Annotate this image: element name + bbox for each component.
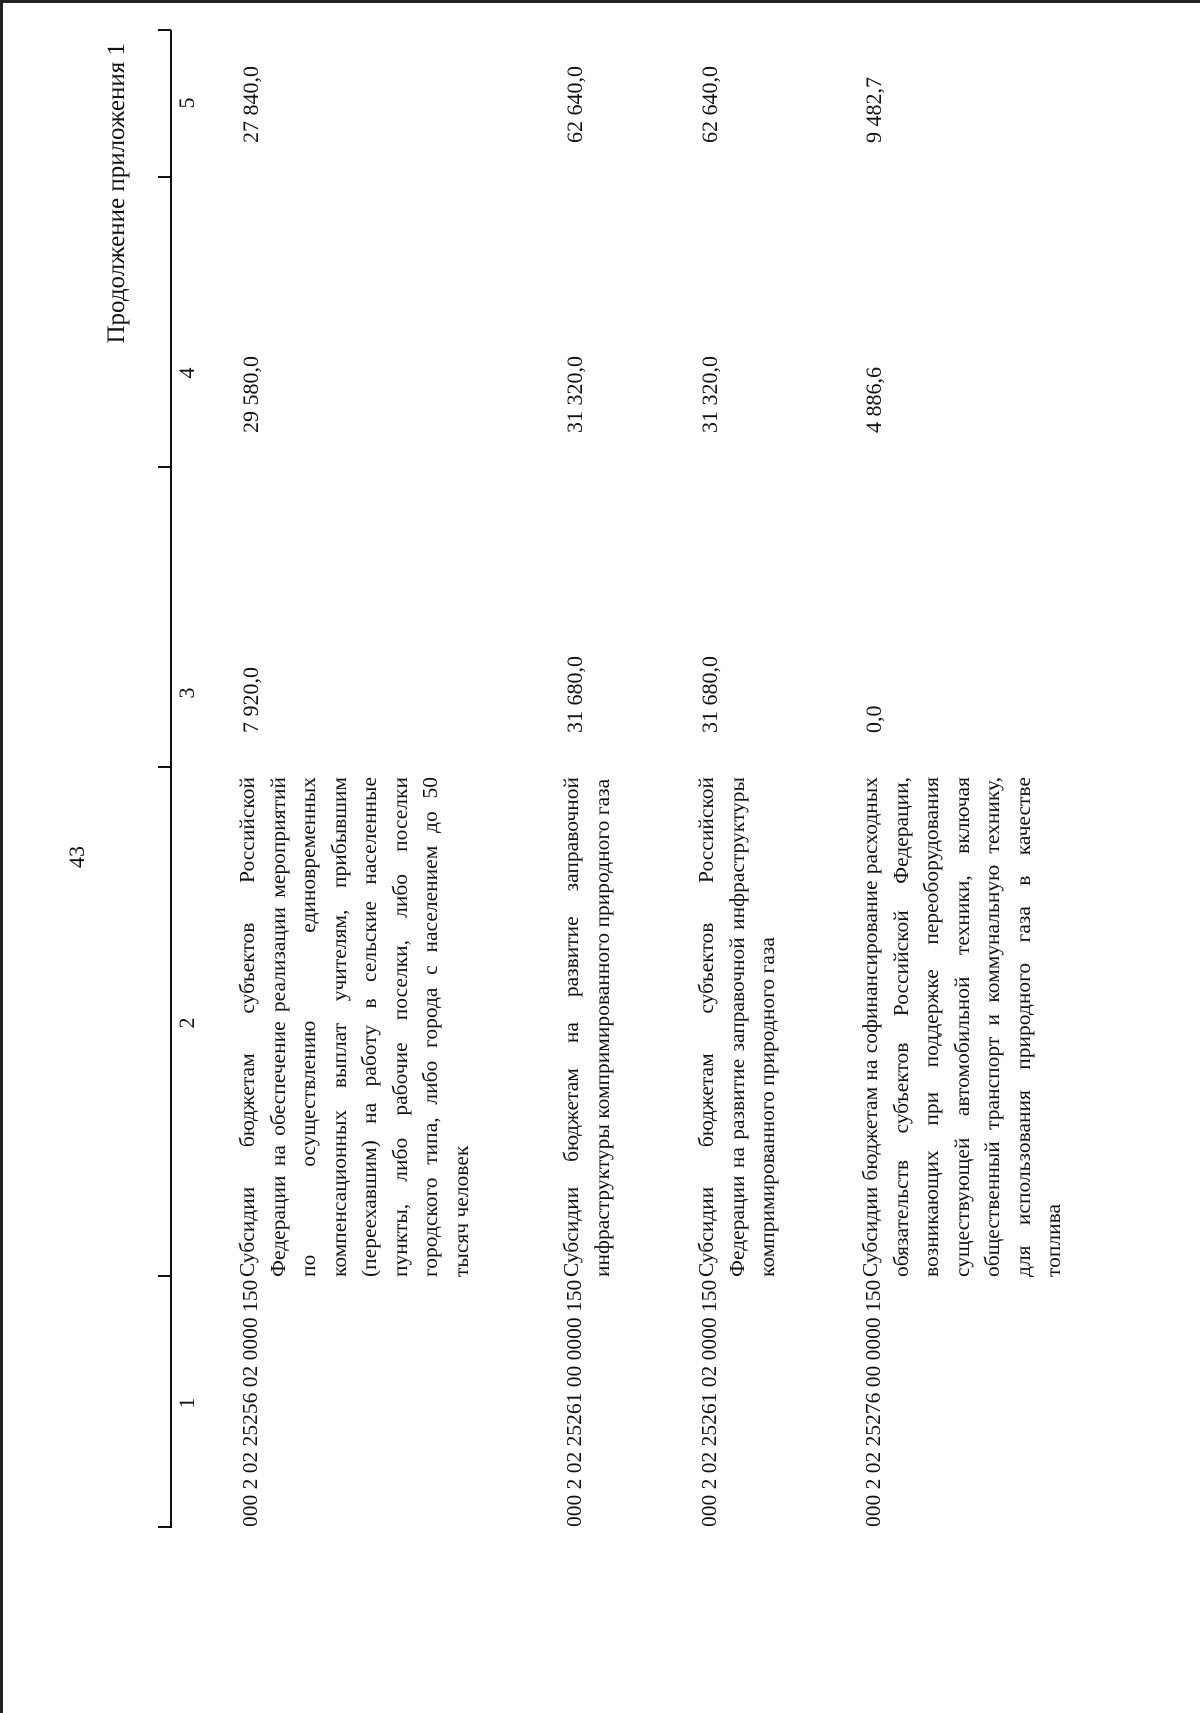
appendix-title: Продолжение приложения 1 (103, 43, 130, 344)
column-header-4: 4 (174, 367, 199, 379)
column-header-3: 3 (174, 687, 199, 699)
value-col-3: 0,0 (861, 705, 886, 733)
value-col-5: 62 640,0 (697, 66, 722, 143)
column-header-5: 5 (174, 97, 199, 109)
budget-code: 000 2 02 25256 02 0000 150 (238, 1279, 262, 1527)
value-col-5: 9 482,7 (861, 77, 886, 143)
header-tick (158, 1275, 171, 1277)
column-header-2: 2 (174, 1017, 199, 1029)
row-description: Субсидии бюджетам на развитие заправочной инфраструктуры компримированного природного газа (559, 777, 614, 1277)
header-tick (158, 766, 171, 768)
value-col-3: 31 680,0 (697, 656, 722, 733)
value-col-4: 31 320,0 (562, 356, 587, 433)
value-col-3: 31 680,0 (562, 656, 587, 733)
value-col-4: 4 886,6 (861, 367, 886, 433)
value-col-4: 29 580,0 (238, 356, 263, 433)
budget-code: 000 2 02 25276 00 0000 150 (861, 1279, 885, 1527)
header-tick (158, 466, 171, 468)
column-header-1: 1 (174, 1397, 199, 1409)
row-description: Субсидии бюджетам на софинансирование расходных обязательств субъектов Российской Федерации, возникающих при поддержке переоборудования существующей автомобильной техники, включая общественный транспорт и коммунальную технику, для использования природного газа в качестве топлива (858, 777, 1065, 1277)
budget-code: 000 2 02 25261 00 0000 150 (562, 1279, 586, 1527)
row-description: Субсидии бюджетам субъектов Российской Федерации на обеспечение реализации мероприятий по осуществлению единовременных компенсационных выплат учителям, прибывшим (переехавшим) на работу в сельские населенные пункты, либо рабочие поселки, либо поселки городского типа, либо города с населением до 50 тысяч человек (235, 777, 473, 1277)
value-col-5: 62 640,0 (562, 66, 587, 143)
value-col-4: 31 320,0 (697, 356, 722, 433)
value-col-3: 7 920,0 (238, 667, 263, 733)
header-tick (158, 1526, 171, 1528)
header-tick (158, 176, 171, 178)
row-description: Субсидии бюджетам субъектов Российской Федерации на развитие заправочной инфраструктуры компримированного природного газа (694, 777, 779, 1277)
budget-code: 000 2 02 25261 02 0000 150 (697, 1279, 721, 1527)
header-rule (170, 30, 172, 1528)
page-number: 43 (64, 846, 89, 868)
value-col-5: 27 840,0 (238, 66, 263, 143)
header-tick (158, 29, 171, 31)
